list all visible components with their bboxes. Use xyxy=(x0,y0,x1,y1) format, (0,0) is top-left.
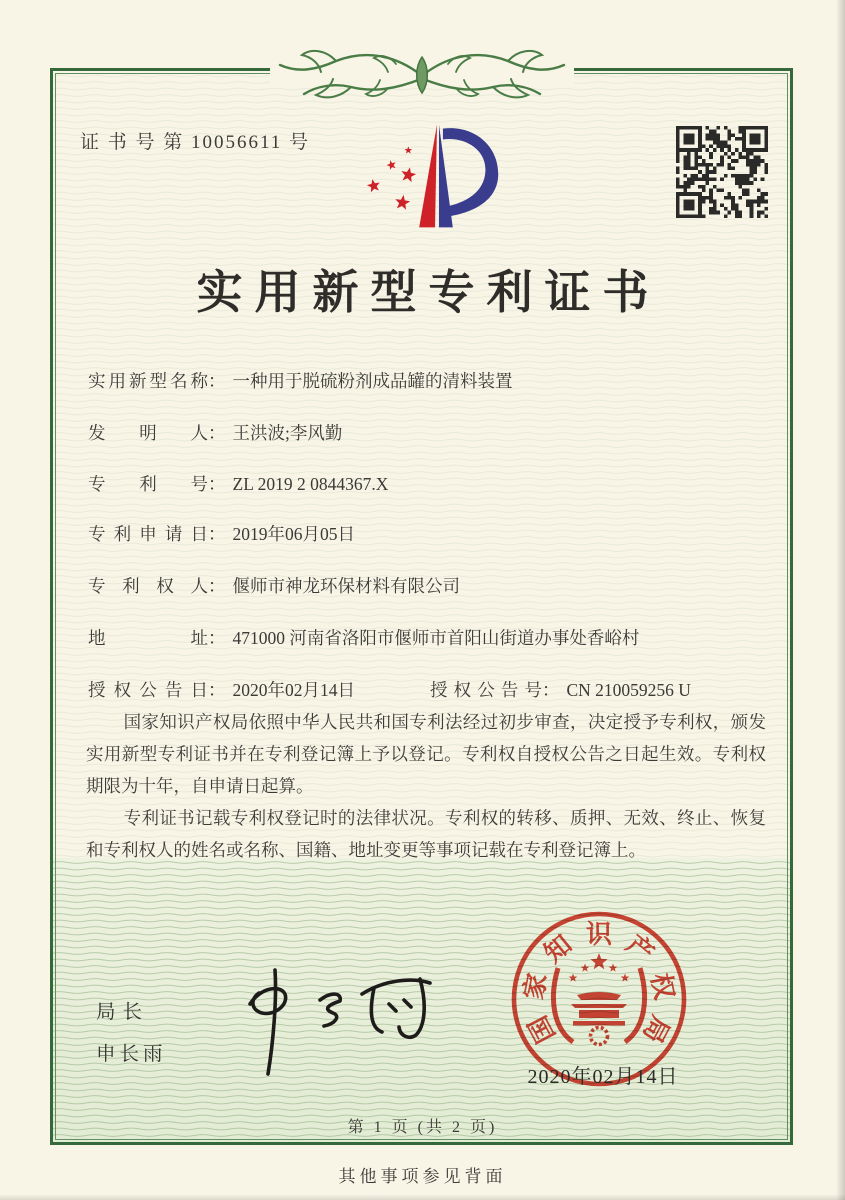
field-label: 专利权人 xyxy=(88,576,208,596)
svg-text:局: 局 xyxy=(637,1011,675,1048)
colon: ： xyxy=(208,474,226,494)
field-label: 专利申请日 xyxy=(88,524,208,544)
colon: ： xyxy=(208,423,226,443)
field-row-patent-no xyxy=(88,471,778,496)
legal-text xyxy=(86,706,766,866)
qr-code xyxy=(676,126,768,218)
certificate-title: 实用新型专利证书 xyxy=(196,267,661,318)
svg-text:家: 家 xyxy=(518,970,553,1002)
director-name: 申长雨 xyxy=(96,1044,167,1065)
field-value: ZL 2019 2 0844367.X xyxy=(232,474,389,494)
colon: ： xyxy=(208,371,226,391)
colon: ： xyxy=(542,680,560,700)
back-side-note: 其他事项参见背面 xyxy=(338,1167,507,1186)
top-flourish-ornament xyxy=(242,44,602,106)
svg-text:产: 产 xyxy=(620,929,660,969)
field-label: 发明人 xyxy=(88,423,208,443)
colon: ： xyxy=(208,680,226,700)
field-label: 专利号 xyxy=(88,474,208,494)
field-value: 偃师市神龙环保材料有限公司 xyxy=(232,576,460,596)
field-label: 实用新型名称 xyxy=(88,371,208,391)
svg-text:知: 知 xyxy=(538,929,578,969)
field-row-patentee xyxy=(88,573,778,598)
director-block xyxy=(96,996,167,1066)
certificate-number: 证 书 号 第 10056611 号 xyxy=(80,132,311,153)
field-row-address xyxy=(88,625,778,650)
page-indicator: 第 1 页 (共 2 页) xyxy=(347,1119,498,1136)
seal-date: 2020年02月14日 xyxy=(527,1066,679,1088)
field-label: 授权公告号 xyxy=(430,680,542,700)
field-row-inventor xyxy=(88,420,778,445)
director-title: 局长 xyxy=(96,1002,150,1023)
field-label: 地址 xyxy=(88,628,208,648)
legal-paragraph-2: 专利证书记载专利权登记时的法律状况。专利权的转移、质押、无效、终止、恢复和专利权人的姓名或名称、国籍、地址变更等事项记载在专利登记簿上。 xyxy=(86,808,766,861)
field-row-name xyxy=(88,368,778,393)
colon: ： xyxy=(208,628,226,648)
scan-edge-shadow xyxy=(836,0,845,1200)
svg-text:识: 识 xyxy=(585,919,613,949)
svg-text:国: 国 xyxy=(523,1011,561,1048)
field-value: CN 210059256 U xyxy=(566,680,691,700)
field-value: 2019年06月05日 xyxy=(232,524,355,544)
field-value: 2020年02月14日 xyxy=(232,680,355,700)
field-label: 授权公告日 xyxy=(88,680,208,700)
field-grant-no xyxy=(430,677,691,702)
scan-edge-shadow xyxy=(0,1194,845,1200)
national-emblem xyxy=(553,953,644,1045)
legal-paragraph-1: 国家知识产权局依照中华人民共和国专利法经过初步审查，决定授予专利权，颁发实用新型专利证书并在专利登记簿上予以登记。专利权自授权公告之日起生效。专利权期限为十年，自申请日起算。 xyxy=(86,712,766,797)
colon: ： xyxy=(208,576,226,596)
colon: ： xyxy=(208,524,226,544)
field-row-filing-date xyxy=(88,521,778,546)
svg-text:权: 权 xyxy=(645,970,680,1002)
field-value: 一种用于脱硫粉剂成品罐的清料装置 xyxy=(232,371,513,391)
field-value: 471000 河南省洛阳市偃师市首阳山街道办事处香峪村 xyxy=(232,628,640,648)
director-signature xyxy=(222,960,460,1082)
cnipa-logo xyxy=(352,118,520,238)
field-row-grant xyxy=(88,677,778,702)
field-value: 王洪波;李风勤 xyxy=(232,423,343,443)
